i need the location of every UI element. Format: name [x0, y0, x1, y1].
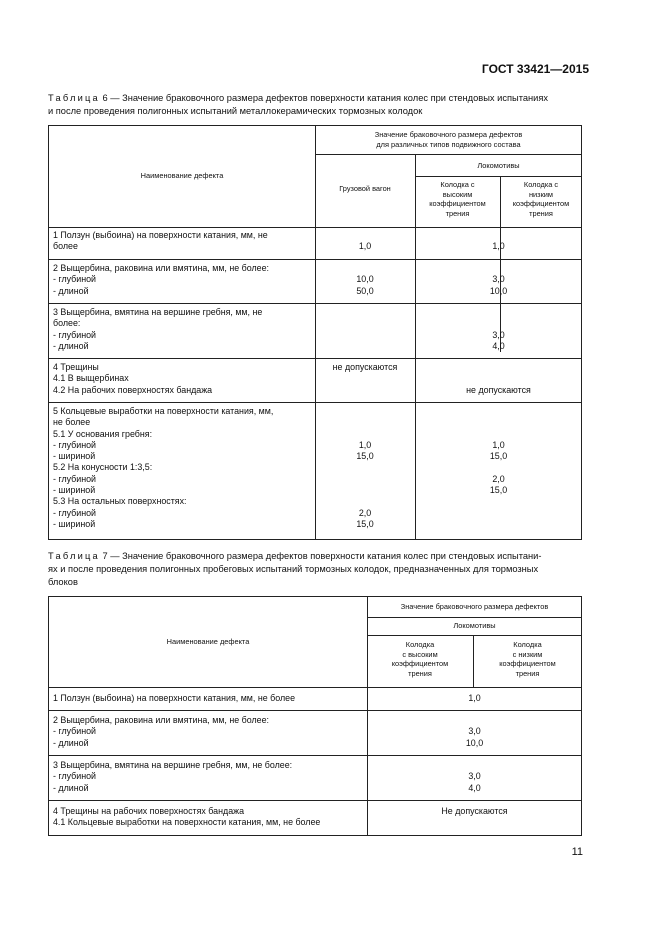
table7-caption-text: — Значение браковочного размера дефектов поверхности катания колес при стендовых испытани- [107, 551, 542, 561]
table6-row5-loco-value: 1,0 [492, 439, 505, 450]
table7-caption [48, 550, 588, 589]
table6-head-low [500, 180, 582, 218]
table6-row3-loco-value: 4,0 [492, 340, 505, 351]
table6-row4-defect [53, 362, 212, 396]
table7-head-value: Значение браковочного размера дефектов [400, 602, 549, 611]
table6-row2-freight-value: 10,0 [356, 274, 374, 285]
table7-row2-value-item [367, 715, 582, 726]
table7-caption-line2: ях и после проведения полигонных пробеговых испытаний тормозных колодок, предназначенных для тормозных [48, 564, 539, 574]
table6-head-locomotives: Локомотивы [477, 161, 520, 170]
table7-caption-line3: блоков [48, 577, 78, 587]
table6-row2-freight-value: 50,0 [356, 285, 374, 296]
table6-row5-line: не более [53, 417, 91, 428]
table6-row5-freight-value [315, 406, 415, 417]
table7-head-high-line4: трения [408, 668, 432, 678]
table7-row1-value [367, 693, 582, 704]
table6-row1-defect [53, 230, 268, 253]
table7-row2-line: - длиной [53, 737, 89, 748]
table7-head-high [367, 640, 473, 678]
table7-row2-value-item: 10,0 [465, 737, 484, 748]
table6-caption-text: — Значение браковочного размера дефектов поверхности катания колес при стендовых испытаниях [107, 93, 549, 103]
table6-head-low-line2: низким [528, 189, 554, 199]
table6-row5-freight-value [315, 496, 415, 507]
table6-row5-line: - глубиной [53, 473, 97, 484]
table7-row3-value-item [367, 760, 582, 771]
table6-row5-freight-value [315, 485, 415, 496]
table6-row5-line: - глубиной [53, 507, 97, 518]
table6-row4-freight-value: не допускаются [332, 362, 398, 372]
table6-row4-line: 4.1 В выщербинах [53, 373, 129, 384]
table6-head-low-line4: трения [529, 208, 553, 218]
table6-row5-freight-value [315, 429, 415, 440]
table7-caption-line1 [48, 550, 588, 563]
table6-row3-line: 3 Выщербина, вмятина на вершине гребня, мм, не [53, 307, 263, 317]
page-number: 11 [571, 846, 583, 858]
table6-head-value-line1: Значение браковочного размера дефектов [374, 130, 523, 139]
table7-row3-value-item: 4,0 [468, 782, 481, 793]
table6-row3-line: более: [53, 318, 81, 329]
table6-row5-freight-value: 15,0 [356, 518, 374, 529]
table6-row4-line: 4.2 На рабочих поверхностях бандажа [53, 384, 213, 395]
table6-row4-loco [415, 362, 582, 396]
table6-row5-freight-value: 2,0 [358, 507, 372, 518]
table6-head-low-line3: коэффициентом [512, 199, 570, 209]
table6-head-high-line3: коэффициентом [429, 199, 486, 209]
table6-row2-loco-value: 10,0 [489, 285, 508, 296]
table6-row1-loco-value [415, 230, 582, 241]
table7-head-low-line4: трения [515, 668, 540, 678]
table7-head-high-line3: коэффициентом [391, 659, 449, 669]
table6-row5-loco-value: 15,0 [489, 485, 508, 496]
table7-row4-defect [53, 806, 320, 829]
table7-row1-defect [53, 693, 295, 704]
table7-row3-line: - длиной [53, 782, 89, 793]
table6-row2-line: - длиной [53, 285, 89, 296]
table6-row4-freight [315, 362, 415, 373]
table7-row3-value-item: 3,0 [468, 771, 481, 782]
table6-row5-defect [53, 406, 273, 530]
table7-row4-value [367, 806, 582, 817]
table6-row5-freight-value [315, 474, 415, 485]
table6-row1-freight-value [315, 230, 415, 241]
table6-head-low-line1: Колодка с [523, 180, 559, 189]
table6-row5-freight-value: 15,0 [356, 451, 374, 462]
table6-row4-loco-value: не допускаются [466, 384, 531, 395]
table6-caption-number: 6 [99, 93, 108, 103]
table6-row5-freight [315, 406, 415, 530]
table6-row3-defect [53, 307, 262, 352]
table7-row2-value-item: 3,0 [468, 726, 481, 737]
table6-row5-loco-value [415, 429, 582, 440]
table6-row5-loco [415, 406, 582, 496]
table6-row1-loco-value: 1,0 [492, 241, 505, 252]
table7-head-low-line3: коэффициентом [499, 659, 556, 669]
table6-head-value-line2: для различных типов подвижного состава [376, 139, 521, 149]
table6-caption-line1 [48, 92, 588, 105]
table6-row5-loco-value: 2,0 [492, 473, 505, 484]
table6-row4-loco-value [415, 373, 582, 384]
table7-row4-line: 4.1 Кольцевые выработки на поверхности катания, мм, не более [53, 817, 321, 828]
table7-row3-value [367, 760, 582, 794]
table7-caption-prefix: Таблица [48, 551, 100, 561]
standard-number: ГОСТ 33421—2015 [481, 62, 589, 76]
table7-row4-line: 4 Трещины на рабочих поверхностях бандажа [53, 806, 245, 816]
table6-row3-line: - глубиной [53, 329, 97, 340]
table6-head-value [315, 130, 582, 149]
table7-head-defect: Наименование дефекта [166, 637, 250, 646]
table6-caption [48, 92, 588, 118]
table6-row1-loco [415, 230, 582, 253]
table6-row2-line: 2 Выщербина, раковина или вмятина, мм, не более: [53, 263, 269, 273]
table6-row4-loco-value [415, 362, 582, 373]
table6-head-defect: Наименование дефекта [140, 171, 224, 180]
table7-row2-line: - глубиной [53, 726, 97, 737]
table6-row5-line: - шириной [53, 451, 96, 462]
table6-row5-freight-value [315, 462, 415, 473]
table6-caption-line2: и после проведения полигонных испытаний металлокерамических тормозных колодок [48, 106, 423, 116]
table6-row3-line: - длиной [53, 340, 89, 351]
table6-row5-loco-value: 15,0 [489, 451, 508, 462]
table7-row2-line: 2 Выщербина, раковина или вмятина, мм, не более: [53, 715, 269, 725]
table6-row5-loco-value [415, 406, 582, 417]
table6-row3-loco [415, 307, 582, 352]
table7-row3-defect [53, 760, 292, 794]
table7-head-low-line2: с низким [512, 649, 543, 659]
table6-row5-line: 5.3 На остальных поверхностях: [53, 496, 187, 507]
table6-row3-loco-value: 3,0 [492, 329, 505, 340]
table6-row2-defect [53, 263, 269, 297]
table7-row4-value-item: Не допускаются [441, 806, 508, 816]
table6-row1-line: 1 Ползун (выбоина) на поверхности катания, мм, не [53, 230, 268, 240]
table6-row1-freight [315, 230, 415, 253]
table6-row5-loco-value [415, 417, 582, 428]
table6-head-freight: Грузовой вагон [339, 184, 391, 193]
table6-head-high-line4: трения [445, 208, 470, 218]
table6-row2-loco-value: 3,0 [492, 274, 505, 285]
table7-row3-line: 3 Выщербина, вмятина на вершине гребня, мм, не более: [53, 760, 293, 770]
table7-caption-number: 7 [99, 551, 108, 561]
table6-row5-line: - шириной [53, 518, 96, 529]
table6-row4-line: 4 Трещины [53, 362, 99, 372]
table6-head-high [415, 180, 500, 218]
table6-row2-freight-value [315, 263, 415, 274]
table6-row2-freight [315, 263, 415, 297]
table7-row2-defect [53, 715, 269, 749]
table6-row2-loco [415, 263, 582, 297]
table6-head-high-line1: Колодка с [440, 180, 475, 189]
table7-row3-line: - глубиной [53, 771, 97, 782]
table6-row2-line: - глубиной [53, 274, 97, 285]
table6-row5-freight-value [315, 417, 415, 428]
table6-row1-line: более [53, 241, 78, 252]
table6-row5-freight-value: 1,0 [358, 439, 372, 450]
table6-row3-loco-value [415, 307, 582, 318]
table7-head-locomotives: Локомотивы [453, 621, 496, 630]
table6-row5-line: 5.2 На конусности 1:3,5: [53, 462, 153, 473]
table6-row3-loco-value [415, 318, 582, 329]
table7-row2-value [367, 715, 582, 749]
table6-row5-line: - шириной [53, 485, 96, 496]
table6-row5-line: 5 Кольцевые выработки на поверхности катания, мм, [53, 406, 274, 416]
table7-head-high-line1: Колодка [405, 640, 435, 649]
table7-row1-line: 1 Ползун (выбоина) на поверхности катания, мм, не более [53, 693, 296, 703]
table6-row1-freight-value: 1,0 [358, 241, 372, 252]
table6-row5-line: 5.1 У основания гребня: [53, 428, 153, 439]
table7 [48, 596, 582, 836]
table7-head-low-line1: Колодка [513, 640, 542, 649]
table6-row5-line: - глубиной [53, 439, 97, 450]
table7-head-low [473, 640, 582, 678]
table7-row1-value-item: 1,0 [468, 693, 481, 703]
table6 [48, 125, 582, 540]
table6-row5-loco-value [415, 462, 582, 473]
table6-row2-loco-value [415, 263, 582, 274]
table6-caption-prefix: Таблица [48, 93, 100, 103]
table7-head-high-line2: с высоким [402, 649, 438, 659]
table6-head-high-line2: высоким [442, 189, 473, 199]
